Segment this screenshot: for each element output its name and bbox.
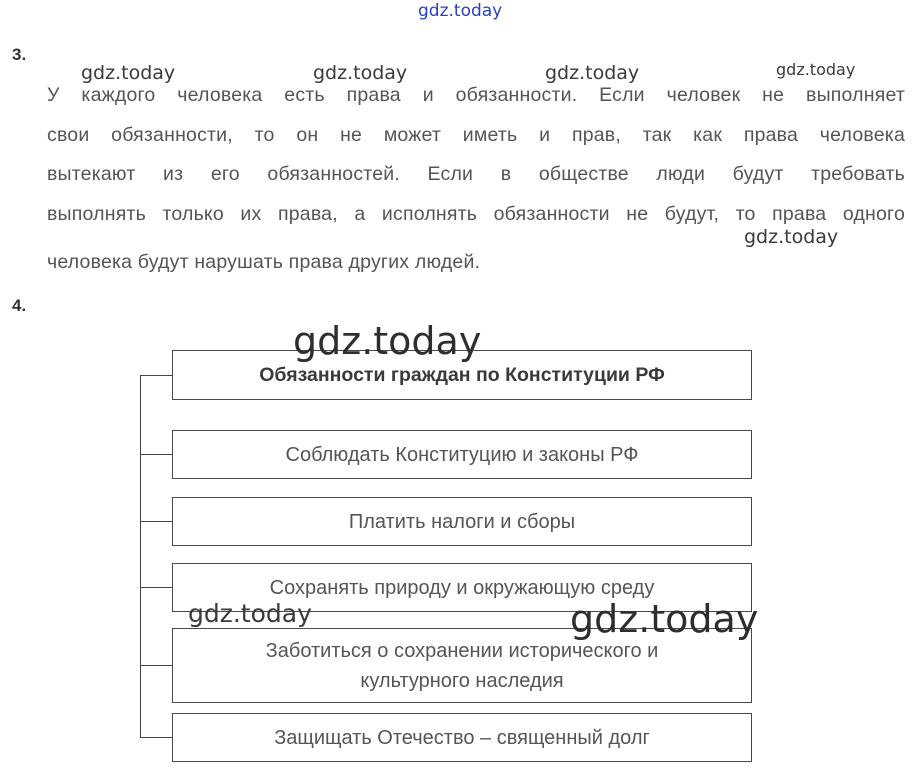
task-number-4: 4. [12,296,27,315]
diagram-item-text: Заботиться о сохранении исторического и [265,639,659,662]
diagram-connector [140,665,173,666]
diagram-item-text: Защищать Отечество – священный долг [274,726,650,749]
diagram-connector-vertical [140,375,141,737]
paragraph-line: человека будут нарушать права других людей. [47,251,481,273]
diagram-connector [140,375,173,376]
watermark: gdz.today [545,62,640,84]
diagram-header-text: Обязанности граждан по Конституции РФ [259,364,665,386]
task-number-3: 3. [12,45,27,64]
diagram-connector [140,454,173,455]
paragraph-line: выполнять только их права, а исполнять обязанности не будут, то права одного [47,203,905,225]
watermark: gdz.today [313,62,408,84]
diagram-item-text: Соблюдать Конституцию и законы РФ [285,443,639,466]
watermark: gdz.today [570,597,759,641]
paragraph-line: У каждого человека есть права и обязанности. Если человек не выполняет [47,84,905,106]
paragraph-line: вытекают из его обязанностей. Если в обществе люди будут требовать [47,163,905,185]
watermark: gdz.today [293,319,482,363]
diagram-item-box [172,497,752,546]
watermark: gdz.today [744,226,839,248]
paragraph-line: свои обязанности, то он не может иметь и прав, так как права человека [47,124,905,146]
diagram-connector [140,521,173,522]
watermark: gdz.today [188,599,312,628]
diagram-item-box [172,713,752,762]
watermark: gdz.today [776,60,856,79]
watermark: gdz.today [81,62,176,84]
diagram-connector [140,587,173,588]
diagram-item-text: культурного наследия [360,669,564,692]
watermark-top: gdz.today [418,1,503,21]
diagram-item-text: Сохранять природу и окружающую среду [269,576,655,599]
diagram-item-box [172,430,752,479]
diagram-connector [140,737,173,738]
diagram-item-text: Платить налоги и сборы [348,510,576,533]
